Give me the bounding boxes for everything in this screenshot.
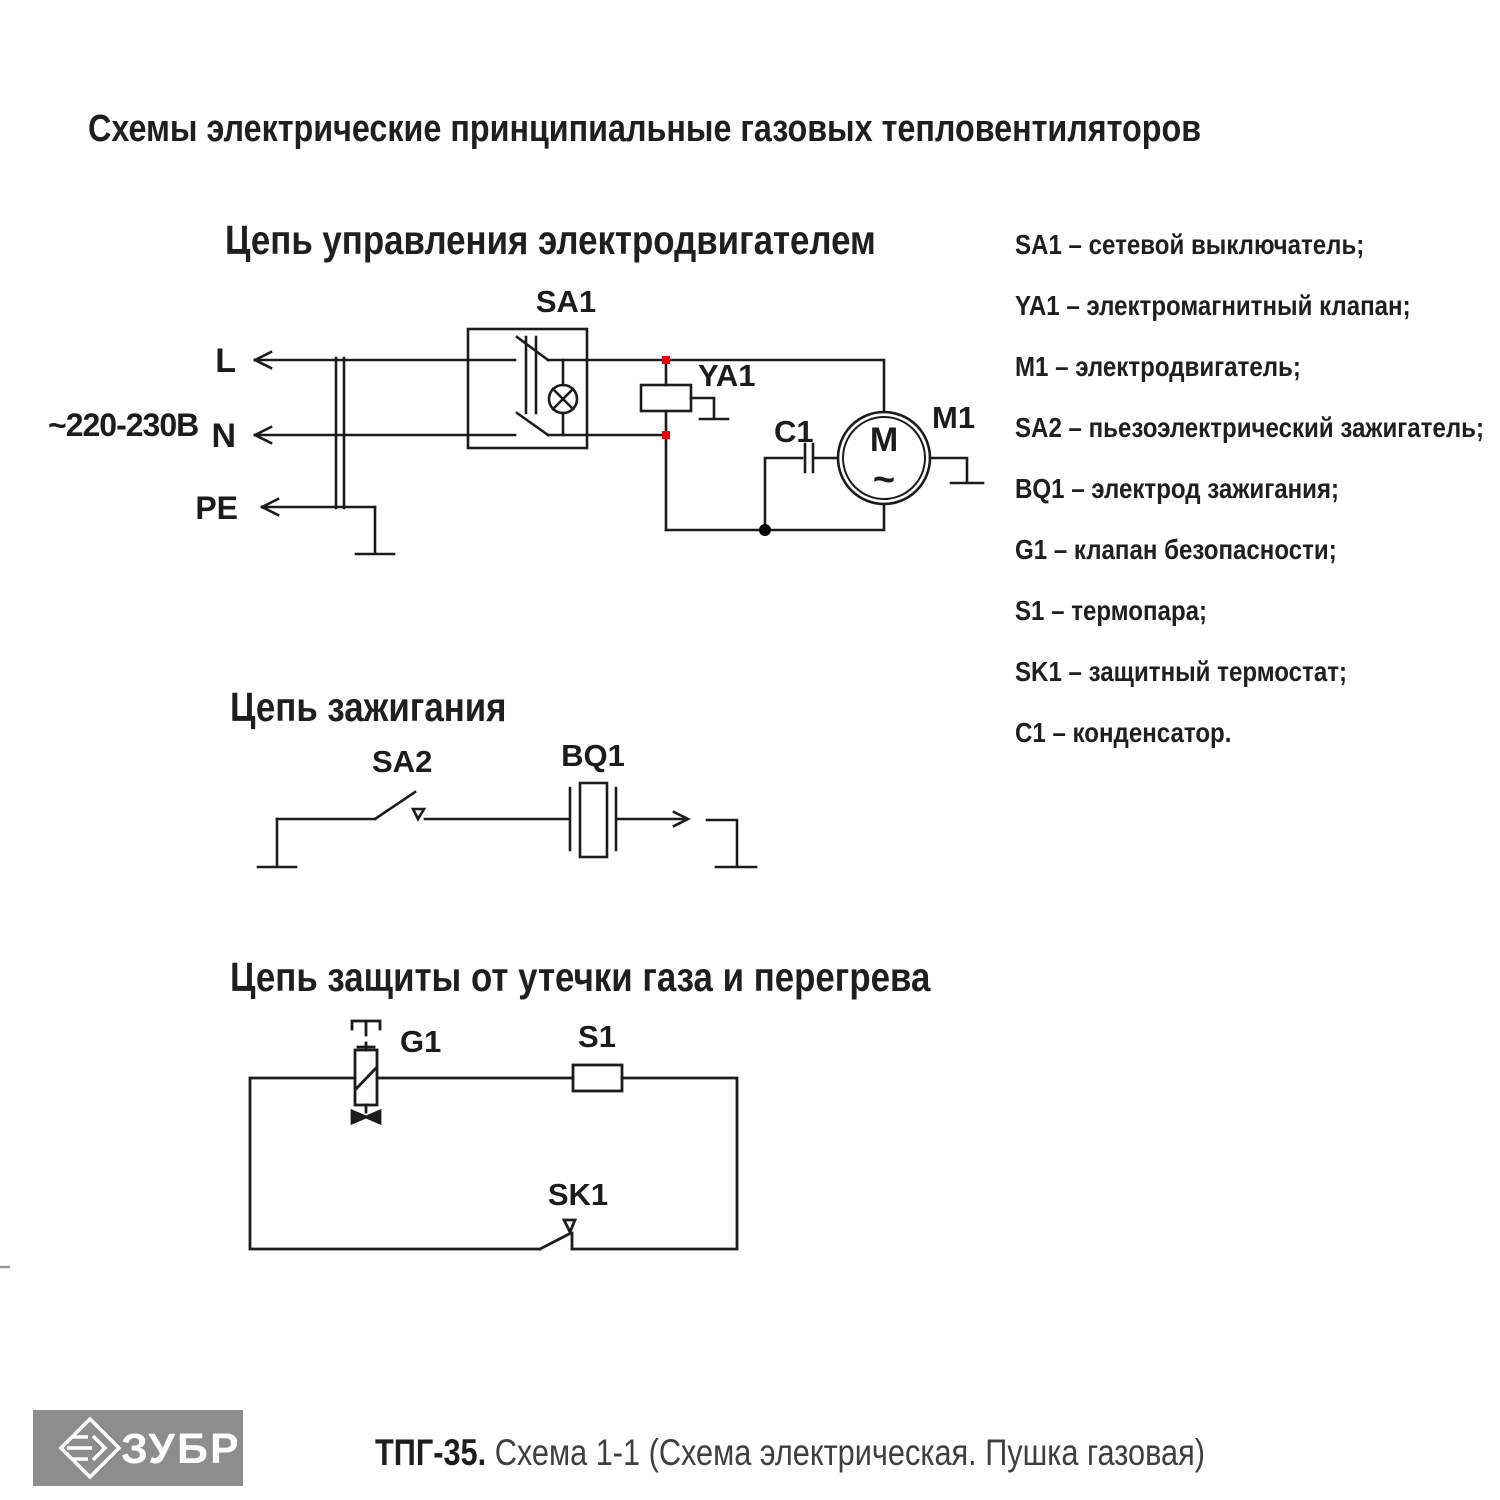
bq1-electrode-symbol — [570, 783, 616, 857]
ignition-circuit-title: Цепь зажигания — [230, 684, 507, 730]
c1-capacitor-symbol — [765, 444, 837, 530]
ignition-left-ground-icon — [258, 819, 296, 867]
s1-label: S1 — [578, 1019, 616, 1054]
page-title: Схемы электрические принципиальные газовых тепловентиляторов — [88, 108, 1202, 150]
ignition-circuit-diagram — [258, 783, 756, 867]
sk1-thermostat-symbol — [540, 1220, 575, 1249]
ya1-label: YA1 — [698, 358, 756, 393]
lamp-icon — [549, 360, 577, 435]
legend-item-g1: G1 – клапан безопасности; — [1015, 534, 1337, 565]
protection-circuit-diagram — [250, 1021, 737, 1249]
model-number: ТПГ-35. — [375, 1432, 487, 1473]
g1-label: G1 — [400, 1024, 442, 1059]
g1-valve-symbol — [352, 1021, 380, 1123]
junction-dot — [759, 524, 771, 536]
protection-loop-wires — [250, 1078, 737, 1249]
footer-caption — [375, 1432, 1205, 1474]
sa1-switch-contacts — [517, 337, 548, 435]
motor-letter: M — [869, 421, 899, 459]
voltage-label: ~220-230В — [48, 407, 199, 443]
sa2-switch-symbol — [277, 792, 424, 819]
control-circuit-title: Цепь управления электродвигателем — [225, 217, 876, 263]
supply-cable-lines — [336, 358, 344, 508]
sa1-switch-box — [468, 329, 587, 448]
s1-thermocouple-symbol — [573, 1065, 622, 1091]
wire-bottom-return — [666, 504, 884, 530]
legend-item-ya1: YA1 – электромагнитный клапан; — [1015, 290, 1411, 321]
legend-item-sk1: SK1 – защитный термостат; — [1015, 656, 1348, 687]
spark-arrow-icon — [618, 812, 688, 826]
sk1-label: SK1 — [547, 1177, 609, 1212]
legend-item-s1: S1 – термопара; — [1015, 595, 1208, 626]
bq1-label: BQ1 — [561, 738, 625, 773]
legend-item-bq1: BQ1 – электрод зажигания; — [1015, 473, 1340, 504]
sa1-label: SA1 — [535, 284, 597, 319]
c1-label: C1 — [774, 414, 814, 449]
motor-ac-sign: ~ — [872, 459, 896, 501]
legend-item-sa1: SA1 – сетевой выключатель; — [1015, 229, 1365, 260]
brand-logo — [33, 1410, 243, 1486]
legend-item-sa2: SA2 – пьезоэлектрический зажигатель; — [1015, 412, 1484, 443]
brand-name: ЗУБР — [121, 1425, 241, 1473]
terminal-l-label: L — [215, 342, 236, 380]
schema-caption: Схема 1-1 (Схема электрическая. Пушка газовая) — [494, 1432, 1206, 1473]
sa2-label: SA2 — [372, 744, 433, 779]
legend-item-c1: C1 – конденсатор. — [1015, 717, 1232, 748]
terminal-n-label: N — [211, 417, 236, 455]
terminal-pe-label: PE — [195, 490, 238, 526]
m1-label: M1 — [932, 400, 976, 435]
pe-ground-icon — [356, 507, 394, 554]
ignition-right-ground-icon — [707, 820, 756, 867]
legend-item-m1: M1 – электродвигатель; — [1015, 351, 1301, 382]
terminal-arrow-icons — [255, 352, 515, 515]
protection-circuit-title: Цепь защиты от утечки газа и перегрева — [230, 954, 931, 1000]
